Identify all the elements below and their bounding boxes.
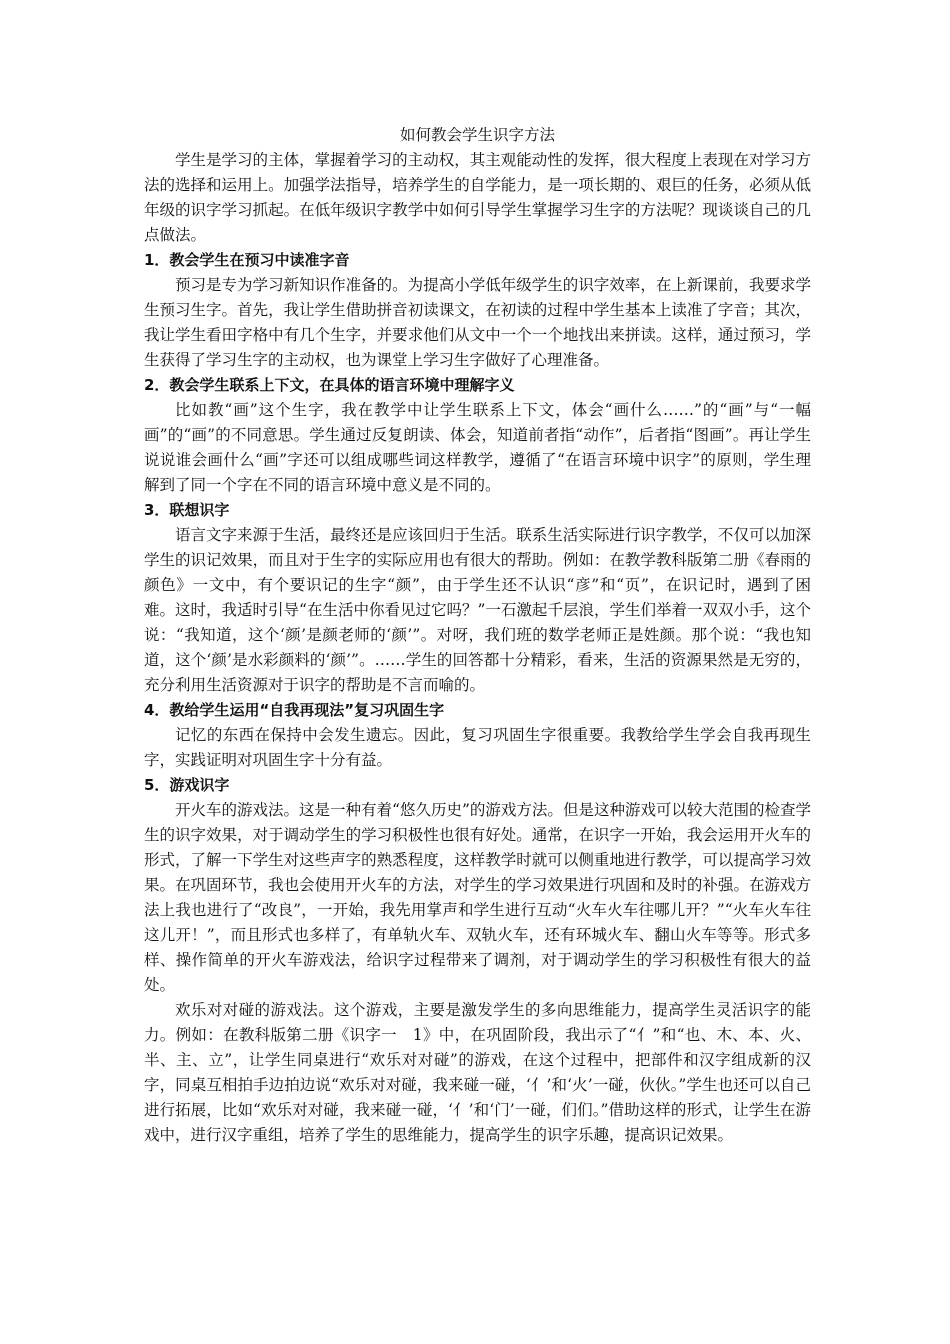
section-1-paragraph: 预习是专为学习新知识作准备的。为提高小学低年级学生的识字效率，在上新课前，我要求学生预习生字。首先，我让学生借助拼音初读课文，在初读的过程中学生基本上读准了字音；其次，我让学生看田字格中有几个生字，并要求他们从文中一个一个地找出来拼读。这样，通过预习，学生获得了学习生字的主动权，也为课堂上学习生字做好了心理准备。	[144, 276, 811, 369]
section-3-paragraph: 语言文字来源于生活，最终还是应该回归于生活。联系生活实际进行识字教学，不仅可以加深学生的识记效果，而且对于生字的实际应用也有很大的帮助。例如：在教学教科版第二册《春雨的颜色》一文中，有个要识记的生字“颜”，由于学生还不认识“彦”和“页”，在识记时，遇到了困难。这时，我适时引导“在生活中你看见过它吗？”一石激起千层浪，学生们举着一双双小手，这个说：“我知道，这个‘颜’是颜老师的‘颜’”。对呀，我们班的数学老师正是姓颜。那个说：“我也知道，这个‘颜’是水彩颜料的‘颜’”。……学生的回答都十分精彩，看来，生活的资源果然是无穷的，充分利用生活资源对于识字的帮助是不言而喻的。	[144, 526, 811, 694]
section-4-paragraph: 记忆的东西在保持中会发生遗忘。因此，复习巩固生字很重要。我教给学生学会自我再现生字，实践证明对巩固生字十分有益。	[144, 726, 811, 769]
section-5-paragraph-1: 开火车的游戏法。这是一种有着“悠久历史”的游戏方法。但是这种游戏可以较大范围的检查学生的识字效果，对于调动学生的学习积极性也很有好处。通常，在识字一开始，我会运用开火车的形式，了解一下学生对这些声字的熟悉程度，这样教学时就可以侧重地进行教学，可以提高学习效果。在巩固环节，我也会使用开火车的方法，对学生的学习效果进行巩固和及时的补强。在游戏方法上我也进行了“改良”，一开始，我先用掌声和学生进行互动“火车火车往哪儿开？”“火车火车往这儿开！”，而且形式也多样了，有单轨火车、双轨火车，还有环城火车、翻山火车等等。形式多样、操作简单的开火车游戏法，给识字过程带来了调剂，对于调动学生的学习积极性有很大的益处。	[144, 801, 811, 994]
section-5-heading: 5．游戏识字	[144, 776, 230, 794]
section-2-heading: 2．教会学生联系上下文，在具体的语言环境中理解字义	[144, 376, 515, 394]
intro-paragraph: 学生是学习的主体，掌握着学习的主动权，其主观能动性的发挥，很大程度上表现在对学习方法的选择和运用上。加强学法指导，培养学生的自学能力，是一项长期的、艰巨的任务，必须从低年级的识字学习抓起。在低年级识字教学中如何引导学生掌握学习生字的方法呢？现谈谈自己的几点做法。	[144, 151, 811, 244]
section-1-heading: 1．教会学生在预习中读准字音	[144, 251, 350, 269]
section-2-paragraph: 比如教“画”这个生字，我在教学中让学生联系上下文，体会“画什么……”的“画”与“一幅画”的“画”的不同意思。学生通过反复朗读、体会，知道前者指“动作”，后者指“图画”。再让学生说说谁会画什么“画”字还可以组成哪些词这样教学，遵循了“在语言环境中识字”的原则，学生理解到了同一个字在不同的语言环境中意义是不同的。	[144, 401, 811, 494]
section-4-heading: 4．教给学生运用“自我再现法”复习巩固生字	[144, 701, 445, 719]
section-5-paragraph-2: 欢乐对对碰的游戏法。这个游戏，主要是激发学生的多向思维能力，提高学生灵活识字的能力。例如：在教科版第二册《识字一 1》中，在巩固阶段，我出示了“亻”和“也、木、本、火、半、主、立”，让学生同桌进行“欢乐对对碰”的游戏，在这个过程中，把部件和汉字组成新的汉字，同桌互相拍手边拍边说“欢乐对对碰，我来碰一碰，‘亻’和‘火’一碰，伙伙。”学生也还可以自己进行拓展，比如“欢乐对对碰，我来碰一碰，‘亻’和‘门’一碰，们们。”借助这样的形式，让学生在游戏中，进行汉字重组，培养了学生的思维能力，提高学生的识字乐趣，提高识记效果。	[144, 1001, 811, 1144]
document-page	[144, 123, 811, 1148]
section-3-heading: 3．联想识字	[144, 501, 230, 519]
document-title: 如何教会学生识字方法	[399, 126, 555, 144]
